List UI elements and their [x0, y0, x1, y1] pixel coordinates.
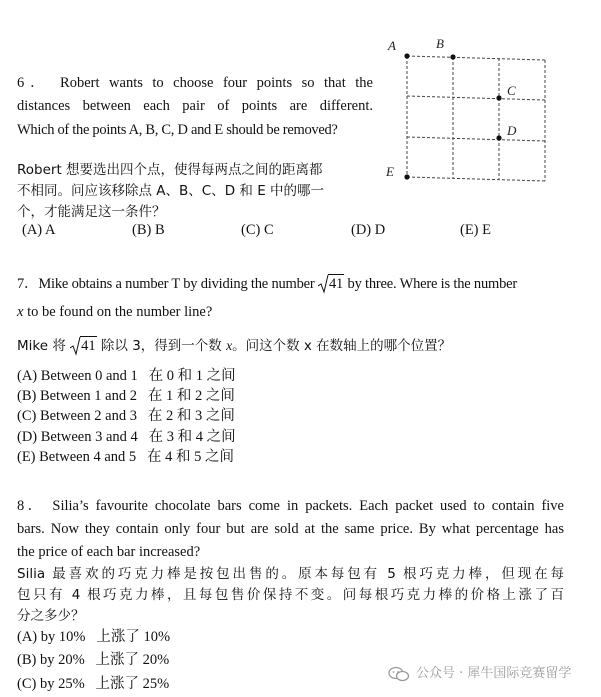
watermark [388, 662, 571, 682]
point-a-label: A [388, 38, 396, 53]
point-d-dot [496, 135, 501, 140]
q6-text-line-3: Which of the points A, B, C, D and E should be removed? [17, 122, 338, 138]
q8-cn-line-3: 分之多少？ [17, 608, 85, 624]
q7-cn-before: Mike 将 [17, 338, 71, 354]
q8-option-c: (C) by 25% 上涨了 25% [17, 676, 170, 692]
radicand: 41 [328, 276, 344, 292]
q8-option-a: (A) by 10% 上涨了 10% [17, 629, 171, 645]
q7-option-e: (E) Between 4 and 5 在 4 和 5 之间 [17, 449, 235, 465]
q8-cn-line-1: Silia 最喜欢的巧克力棒是按包出售的。原本每包有 5 根巧克力棒，但现在每 [17, 566, 564, 582]
point-e-label: E [386, 164, 394, 179]
q7-text-line-2 [17, 302, 212, 322]
point-b-dot [450, 54, 455, 59]
sqrt-41 [318, 274, 344, 294]
q6-grid-figure [380, 34, 555, 194]
wechat-icon [388, 666, 410, 682]
q8-option-b: (B) by 20% 上涨了 20% [17, 652, 170, 668]
q7-cn-line [17, 336, 451, 356]
q6-option-e: (E) E [460, 222, 491, 238]
q6-cn-line-3: 个，才能满足这一条件？ [17, 204, 166, 220]
q8-text-line-3: the price of each bar increased? [17, 544, 201, 560]
point-c-dot [496, 95, 501, 100]
q7-cn-variable-x: x [226, 338, 233, 353]
q6-option-b: (B) B [132, 222, 165, 238]
q7-variable-x: x [17, 304, 24, 320]
q6-cn-line-1: Robert 想要选出四个点，使得每两点之间的距离都 [17, 162, 323, 178]
radicand-cn: 41 [81, 338, 96, 354]
q7-cn-end: 。问这个数 x 在数轴上的哪个位置？ [232, 338, 452, 354]
q7-option-a: (A) Between 0 and 1 在 0 和 1 之间 [17, 368, 236, 384]
q8-text-line-1: 8． Silia’s favourite chocolate bars come in packets. Each packet used to contain five [17, 498, 564, 514]
q7-option-b: (B) Between 1 and 2 在 1 和 2 之间 [17, 388, 235, 404]
q7-text-line-2-rest: to be found on the number line? [23, 304, 213, 320]
point-d-label: D [507, 123, 517, 138]
q7-text-line-1 [17, 274, 517, 294]
q6-text-line-2: distances between each pair of points are different. [17, 98, 373, 114]
watermark-text: 公众号 · 犀牛国际竞赛留学 [416, 666, 572, 681]
q8-text-line-2: bars. Now they contain only four but are sold at the same price. By what percentage has [17, 521, 564, 537]
q6-cn-line-2: 不相同。问应该移除点 A、B、C、D 和 E 中的哪一 [17, 183, 325, 199]
q6-text-line-1: 6． Robert wants to choose four points so that the [17, 75, 373, 91]
point-b-label: B [436, 36, 444, 51]
sqrt-41-cn [70, 336, 97, 356]
q6-option-a: (A) A [22, 222, 56, 238]
q6-option-c: (C) C [241, 222, 274, 238]
point-c-label: C [507, 83, 516, 98]
q7-option-c: (C) Between 2 and 3 在 2 和 3 之间 [17, 408, 235, 424]
q7-text-after-root: by three. Where is the number [344, 276, 518, 292]
q6-option-d: (D) D [351, 222, 386, 238]
q7-option-d: (D) Between 3 and 4 在 3 和 4 之间 [17, 429, 236, 445]
q8-cn-line-2: 包只有 4 根巧克力棒，且每包售价保持不变。问每根巧克力棒的价格上涨了百 [17, 587, 564, 603]
q7-cn-after: 除以 3，得到一个数 [96, 338, 227, 354]
point-e-dot [404, 174, 409, 179]
q7-text-before-root: 7．Mike obtains a number T by dividing the number [17, 276, 318, 292]
point-a-dot [404, 53, 409, 58]
